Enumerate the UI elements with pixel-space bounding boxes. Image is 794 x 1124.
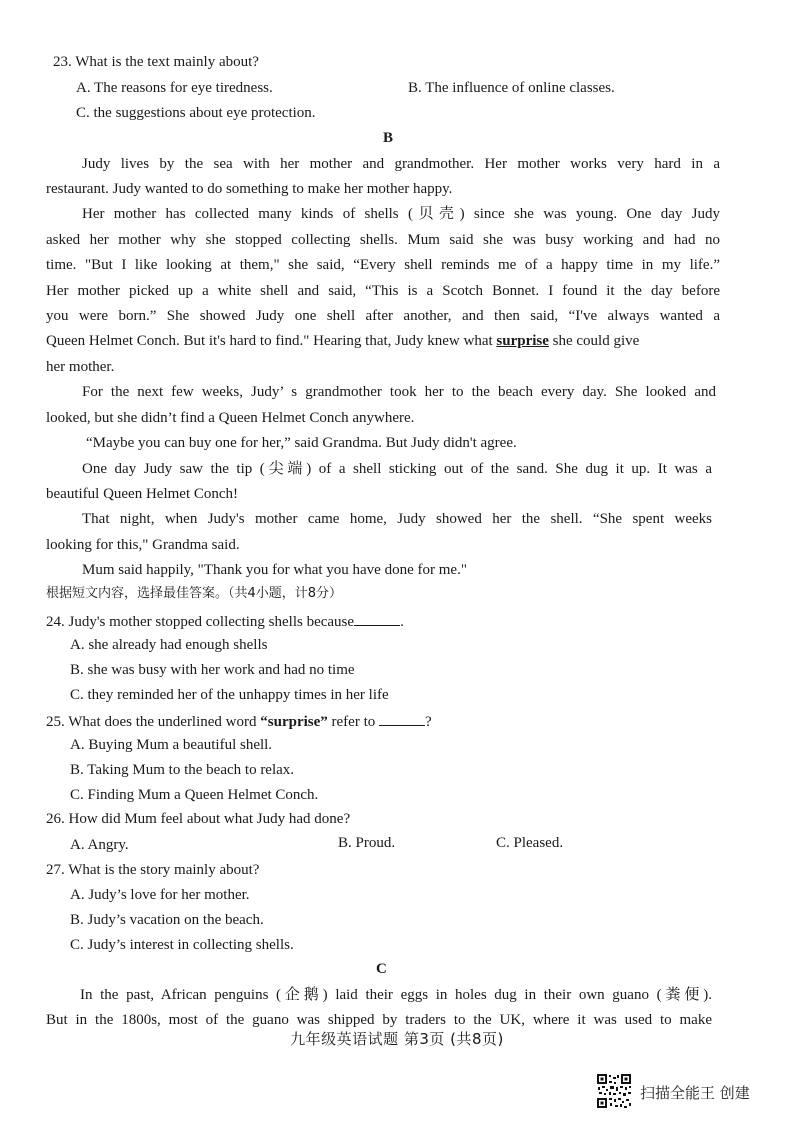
q24-option-a: A. she already had enough shells [70, 637, 268, 653]
answer-blank [379, 711, 425, 726]
q25-stem-word: “surprise” [260, 714, 328, 730]
q25-stem-post: refer to [327, 714, 376, 730]
text-segment: Queen Helmet Conch. But it's hard to find." Hearing that, Judy knew what [46, 333, 497, 349]
q26-option-b: B. Proud. [338, 835, 396, 851]
paragraph-line: In the past, African penguins (企鹅) laid their eggs in holes dug in their own guano (粪便). [80, 987, 712, 1003]
section-c-heading: C [376, 961, 387, 977]
paragraph-line: looked, but she didn’t find a Queen Helmet Conch anywhere. [46, 410, 415, 426]
answer-blank [354, 611, 400, 626]
q26-option-a: A. Angry. [70, 837, 129, 853]
page-footer: 九年级英语试题 第3页 (共8页) [290, 1030, 504, 1048]
q23-option-c: C. the suggestions about eye protection. [76, 105, 316, 121]
paragraph-line: time. "But I like looking at them," she said, “Every shell reminds me of a happy time in my life.” [46, 257, 720, 273]
q27-option-b: B. Judy’s vacation on the beach. [70, 912, 264, 928]
q25-option-b: B. Taking Mum to the beach to relax. [70, 762, 295, 778]
q24-stem-text: 24. Judy's mother stopped collecting shells because [46, 614, 355, 630]
q27-stem: 27. What is the story mainly about? [46, 862, 260, 878]
paragraph-line: For the next few weeks, Judy’ s grandmother took her to the beach every day. She looked and [82, 384, 716, 400]
q24-option-b: B. she was busy with her work and had no time [70, 662, 355, 678]
paragraph-line: looking for this," Grandma said. [46, 537, 240, 553]
q23-option-b: B. The influence of online classes. [408, 80, 615, 96]
paragraph-line: Her mother picked up a white shell and said, “This is a Scotch Bonnet. I found it the day before [46, 283, 720, 299]
paragraph-line-with-underline [46, 332, 720, 350]
paragraph-line: But in the 1800s, most of the guano was shipped by traders to the UK, where it was used to make [46, 1012, 712, 1028]
paragraph-line: asked her mother why she stopped collecting shells. Mum said she was busy working and had no [46, 232, 720, 248]
q24-option-c: C. they reminded her of the unhappy times in her life [70, 687, 389, 703]
scanner-brand-text: 扫描全能王 创建 [640, 1084, 750, 1102]
q25-option-a: A. Buying Mum a beautiful shell. [70, 737, 273, 753]
paragraph-line: One day Judy saw the tip (尖端) of a shell sticking out of the sand. She dug it up. It was a [82, 461, 712, 477]
q25-option-c: C. Finding Mum a Queen Helmet Conch. [70, 787, 319, 803]
paragraph-line: her mother. [46, 359, 115, 375]
q25-stem [46, 711, 432, 731]
paragraph-line: Judy lives by the sea with her mother and grandmother. Her mother works very hard in a [82, 156, 720, 172]
section-b-heading: B [383, 130, 394, 146]
q27-option-c: C. Judy’s interest in collecting shells. [70, 937, 294, 953]
q27-option-a: A. Judy’s love for her mother. [70, 887, 250, 903]
text-segment: she could give [548, 333, 640, 349]
paragraph-line: you were born.” She showed Judy one shell after another, and then said, “I've always wanted a [46, 308, 720, 324]
paragraph-line: That night, when Judy's mother came home, Judy showed her the shell. “She spent weeks [82, 511, 712, 527]
paragraph-line: “Maybe you can buy one for her,” said Grandma. But Judy didn't agree. [86, 435, 517, 451]
instruction-text: 根据短文内容，选择最佳答案。（共4小题，计8分） [46, 586, 343, 601]
q23-stem: 23. What is the text mainly about? [53, 54, 259, 70]
q23-option-a: A. The reasons for eye tiredness. [76, 80, 273, 96]
paragraph-line: restaurant. Judy wanted to do something to make her mother happy. [46, 181, 453, 197]
paragraph-line: Mum said happily, "Thank you for what you have done for me." [82, 562, 467, 578]
q25-stem-end: ? [424, 714, 432, 730]
paragraph-line: beautiful Queen Helmet Conch! [46, 486, 239, 502]
underlined-word-surprise: surprise [496, 333, 549, 349]
q24-stem [46, 611, 404, 631]
qr-code-icon [596, 1073, 632, 1109]
q25-stem-pre: 25. What does the underlined word [46, 714, 261, 730]
q26-stem: 26. How did Mum feel about what Judy had done? [46, 811, 351, 827]
q26-option-c: C. Pleased. [496, 835, 564, 851]
paragraph-line: Her mother has collected many kinds of shells (贝壳) since she was young. One day Judy [82, 206, 720, 222]
period: . [400, 614, 404, 630]
